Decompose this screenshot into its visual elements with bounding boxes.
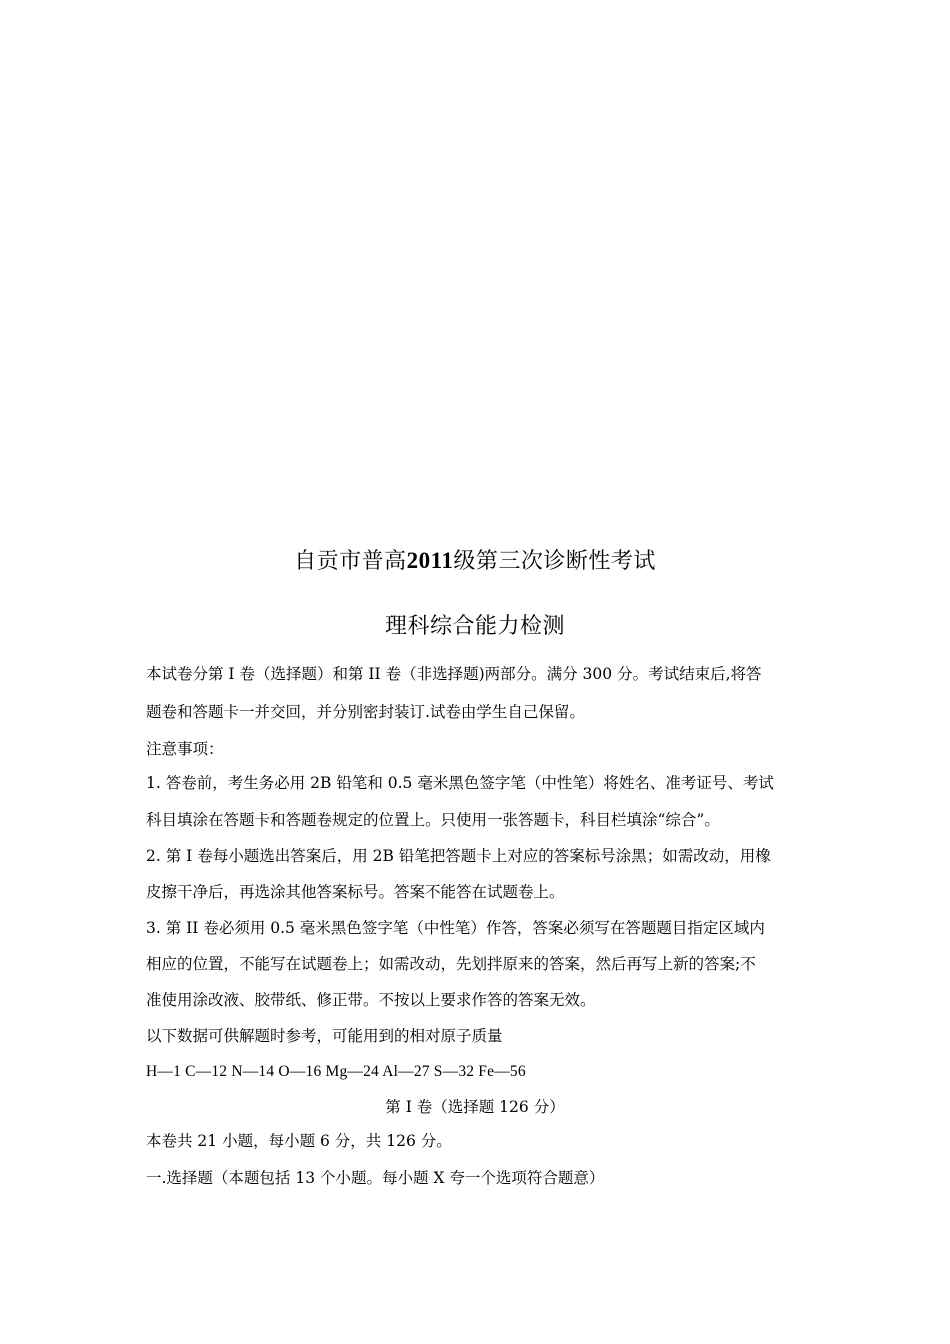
note-2-line-1: 2. 第 I 卷每小题选出答案后，用 2B 铅笔把答题卡上对应的答案标号涂黑；如需改动，用橡	[146, 847, 771, 865]
atomic-mass-values: H—1 C—12 N—14 O—16 Mg—24 Al—27 S—32 Fe—56	[146, 1063, 526, 1080]
exam-subtitle: 理科综合能力检测	[384, 614, 565, 639]
exam-title-pre: 自贡市普高	[294, 549, 407, 574]
intro-line-2: 题卷和答题卡一并交回，并分别密封装订.试卷由学生自己保留。	[146, 703, 585, 721]
note-2-line-2: 皮擦干净后，再选涂其他答案标号。答案不能答在试题卷上。	[146, 883, 565, 901]
note-3-line-1: 3. 第 II 卷必须用 0.5 毫米黑色签字笔（中性笔）作答，答案必须写在答题题目指定区域内	[146, 919, 765, 937]
section-1-description: 本卷共 21 小题，每小题 6 分，共 126 分。	[146, 1132, 452, 1150]
note-3-line-2: 相应的位置，不能写在试题卷上；如需改动，先划拌原来的答案，然后再写上新的答案;不	[146, 955, 756, 973]
exam-title-post: 级第三次诊断性考试	[453, 549, 656, 574]
intro-line-1: 本试卷分第 I 卷（选择题）和第 II 卷（非选择题)两部分。满分 300 分。考试结束后,将答	[146, 665, 762, 683]
notes-heading: 注意事项：	[146, 740, 224, 758]
section-1-heading: 第 I 卷（选择题 126 分）	[385, 1098, 565, 1116]
note-1-line-1: 1. 答卷前，考生务必用 2B 铅笔和 0.5 毫米黑色签字笔（中性笔）将姓名、准考证号、考试	[146, 774, 774, 792]
note-1-line-2: 科目填涂在答题卡和答题卷规定的位置上。只使用一张答题卡，科目栏填涂“综合”。	[146, 811, 720, 829]
exam-title	[0, 544, 950, 575]
note-3-line-3: 准使用涂改液、胶带纸、修正带。不按以上要求作答的答案无效。	[146, 991, 596, 1009]
part-1-heading: 一.选择题（本题包括 13 个小题。每小题 X 夸一个选项符合题意）	[146, 1169, 605, 1187]
exam-title-year: 2011	[406, 548, 454, 573]
atomic-mass-intro: 以下数据可供解题时参考，可能用到的相对原子质量	[146, 1027, 503, 1045]
